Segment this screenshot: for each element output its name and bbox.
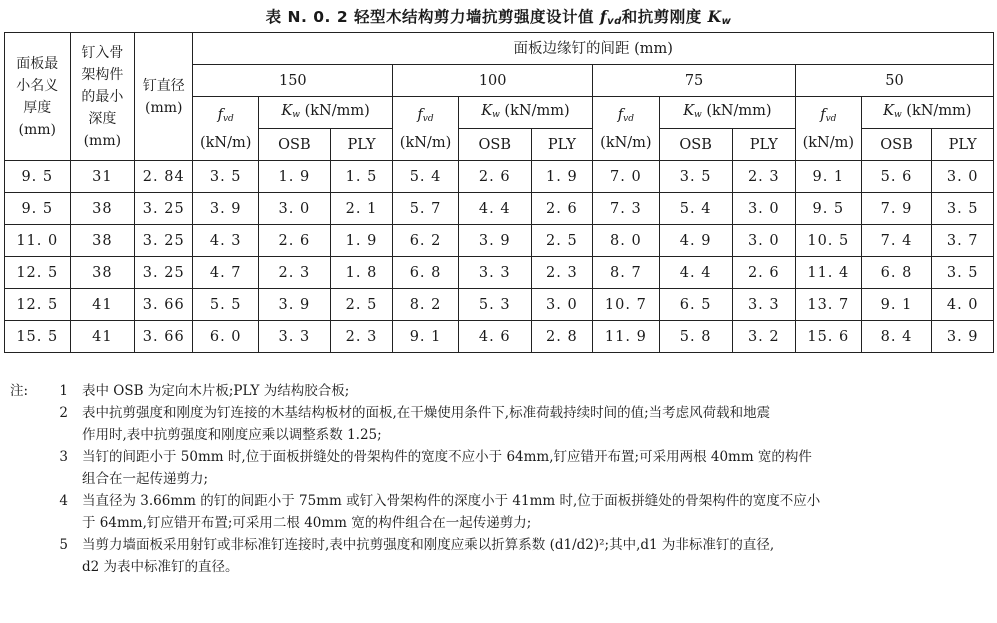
table-cell: 7. 9 xyxy=(861,193,932,225)
header-osb-3: OSB xyxy=(861,129,932,161)
table-cell: 3. 3 xyxy=(458,257,531,289)
table-cell: 7. 0 xyxy=(593,161,660,193)
note-item xyxy=(10,446,990,490)
table-cell: 2. 1 xyxy=(330,193,392,225)
shear-wall-table xyxy=(4,32,994,353)
table-cell: 4. 6 xyxy=(458,321,531,353)
note-line: 组合在一起传递剪力; xyxy=(82,471,209,487)
header-fvd-1: $f_{vd}$ (kN/m) xyxy=(393,97,459,161)
note-line: 作用时,表中抗剪强度和刚度应乘以调整系数 1.25; xyxy=(82,427,382,443)
table-cell: 5. 4 xyxy=(393,161,459,193)
header-spacing-75: 75 xyxy=(593,65,796,97)
note-text xyxy=(82,380,990,402)
table-row xyxy=(5,225,994,257)
table-cell: 3. 0 xyxy=(258,193,330,225)
table-cell: 1. 9 xyxy=(258,161,330,193)
header-fvd-0: $f_{vd}$ (kN/m) xyxy=(193,97,259,161)
note-number: 3 xyxy=(59,449,68,465)
header-osb-0: OSB xyxy=(258,129,330,161)
note-text xyxy=(82,402,990,446)
table-cell: 11. 0 xyxy=(5,225,71,257)
note-number: 1 xyxy=(59,383,68,399)
header-spacing-group: 面板边缘钉的间距 (mm) xyxy=(193,33,994,65)
table-cell: 5. 3 xyxy=(458,289,531,321)
table-cell: 3. 2 xyxy=(732,321,795,353)
note-line: 于 64mm,钉应错开布置;可采用二根 40mm 宽的构件组合在一起传递剪力; xyxy=(82,515,532,531)
header-fvd-3: $f_{vd}$ (kN/m) xyxy=(796,97,862,161)
table-cell: 11. 9 xyxy=(593,321,660,353)
header-spacing-100: 100 xyxy=(393,65,593,97)
note-line: 表中 OSB 为定向木片板;PLY 为结构胶合板; xyxy=(82,383,350,399)
title-prefix: 表 N. 0. 2 轻型木结构剪力墙抗剪强度设计值 xyxy=(265,8,600,26)
note-label xyxy=(10,402,48,446)
table-cell: 4. 3 xyxy=(193,225,259,257)
header-osb-2: OSB xyxy=(659,129,732,161)
note-label: 注: xyxy=(10,383,29,399)
table-cell: 2. 5 xyxy=(330,289,392,321)
notes-section xyxy=(10,380,990,578)
note-number: 4 xyxy=(59,493,68,509)
header-kw-0: $K_w$ (kN/mm) xyxy=(258,97,392,129)
table-cell: 6. 2 xyxy=(393,225,459,257)
header-fvd-2: $f_{vd}$ (kN/m) xyxy=(593,97,660,161)
table-cell: 7. 3 xyxy=(593,193,660,225)
table-cell: 9. 1 xyxy=(796,161,862,193)
table-cell: 3. 5 xyxy=(932,193,994,225)
table-cell: 3. 5 xyxy=(193,161,259,193)
table-cell: 3. 9 xyxy=(258,289,330,321)
table-cell: 2. 3 xyxy=(531,257,592,289)
table-cell: 3. 3 xyxy=(732,289,795,321)
table-cell: 41 xyxy=(70,321,135,353)
table-cell: 6. 8 xyxy=(861,257,932,289)
table-cell: 1. 8 xyxy=(330,257,392,289)
table-cell: 38 xyxy=(70,257,135,289)
note-line: 当剪力墙面板采用射钉或非标准钉连接时,表中抗剪强度和刚度应乘以折算系数 (d1/d2)²;其中,d1 为非标准钉的直径, xyxy=(82,537,775,553)
table-cell: 4. 4 xyxy=(659,257,732,289)
table-cell: 8. 2 xyxy=(393,289,459,321)
note-line: 表中抗剪强度和刚度为钉连接的木基结构板材的面板,在干燥使用条件下,标准荷载持续时间的值;当考虑风荷载和地震 xyxy=(82,405,771,421)
table-cell: 9. 1 xyxy=(393,321,459,353)
table-cell: 9. 5 xyxy=(5,161,71,193)
table-cell: 11. 4 xyxy=(796,257,862,289)
table-cell: 5. 5 xyxy=(193,289,259,321)
table-cell: 4. 4 xyxy=(458,193,531,225)
table-cell: 13. 7 xyxy=(796,289,862,321)
table-cell: 4. 0 xyxy=(932,289,994,321)
table-cell: 2. 6 xyxy=(531,193,592,225)
table-cell: 10. 7 xyxy=(593,289,660,321)
title-middle: 和抗剪刚度 xyxy=(621,8,708,26)
table-cell: 3. 66 xyxy=(135,289,193,321)
header-osb-1: OSB xyxy=(458,129,531,161)
table-cell: 12. 5 xyxy=(5,257,71,289)
note-number: 2 xyxy=(59,405,68,421)
table-cell: 3. 9 xyxy=(932,321,994,353)
title-fvd-sub: vd xyxy=(607,16,622,27)
table-cell: 6. 5 xyxy=(659,289,732,321)
table-cell: 3. 25 xyxy=(135,225,193,257)
note-label xyxy=(10,490,48,534)
table-cell: 2. 6 xyxy=(258,225,330,257)
note-label xyxy=(10,534,48,578)
table-row xyxy=(5,161,994,193)
table-cell: 38 xyxy=(70,225,135,257)
table-cell: 5. 7 xyxy=(393,193,459,225)
table-cell: 38 xyxy=(70,193,135,225)
table-cell: 15. 5 xyxy=(5,321,71,353)
header-spacing-150: 150 xyxy=(193,65,393,97)
table-cell: 2. 8 xyxy=(531,321,592,353)
note-item xyxy=(10,402,990,446)
note-label xyxy=(10,446,48,490)
table-cell: 15. 6 xyxy=(796,321,862,353)
header-min-thickness: 面板最 小名义 厚度 (mm) xyxy=(5,33,71,161)
table-cell: 3. 66 xyxy=(135,321,193,353)
note-line: 当直径为 3.66mm 的钉的间距小于 75mm 或钉入骨架构件的深度小于 41mm 时,位于面板拼缝处的骨架构件的宽度不应小 xyxy=(82,493,821,509)
table-cell: 6. 0 xyxy=(193,321,259,353)
note-item xyxy=(10,490,990,534)
table-cell: 12. 5 xyxy=(5,289,71,321)
table-cell: 3. 25 xyxy=(135,257,193,289)
table-cell: 1. 5 xyxy=(330,161,392,193)
table-cell: 5. 8 xyxy=(659,321,732,353)
header-ply-3: PLY xyxy=(932,129,994,161)
table-cell: 9. 1 xyxy=(861,289,932,321)
table-row xyxy=(5,321,994,353)
header-ply-1: PLY xyxy=(531,129,592,161)
table-cell: 6. 8 xyxy=(393,257,459,289)
table-cell: 5. 6 xyxy=(861,161,932,193)
table-cell: 2. 6 xyxy=(732,257,795,289)
table-cell: 8. 7 xyxy=(593,257,660,289)
table-cell: 2. 3 xyxy=(732,161,795,193)
table-cell: 3. 7 xyxy=(932,225,994,257)
header-nail-diameter: 钉直径 (mm) xyxy=(135,33,193,161)
table-cell: 8. 0 xyxy=(593,225,660,257)
table-cell: 8. 4 xyxy=(861,321,932,353)
table-cell: 3. 0 xyxy=(732,193,795,225)
table-row xyxy=(5,257,994,289)
table-cell: 3. 0 xyxy=(932,161,994,193)
table-cell: 3. 3 xyxy=(258,321,330,353)
table-cell: 3. 0 xyxy=(732,225,795,257)
table-cell: 1. 9 xyxy=(531,161,592,193)
table-cell: 7. 4 xyxy=(861,225,932,257)
header-min-depth: 钉入骨 架构件 的最小 深度 (mm) xyxy=(70,33,135,161)
note-text xyxy=(82,490,990,534)
table-cell: 9. 5 xyxy=(796,193,862,225)
table-cell: 3. 5 xyxy=(659,161,732,193)
table-cell: 4. 7 xyxy=(193,257,259,289)
table-row xyxy=(5,289,994,321)
header-spacing-50: 50 xyxy=(796,65,994,97)
header-kw-3: $K_w$ (kN/mm) xyxy=(861,97,993,129)
table-cell: 5. 4 xyxy=(659,193,732,225)
table-cell: 3. 9 xyxy=(458,225,531,257)
table-cell: 2. 3 xyxy=(330,321,392,353)
header-row-1 xyxy=(5,33,994,65)
table-title xyxy=(0,4,997,30)
title-fvd-symbol: f xyxy=(599,7,608,26)
title-kw-symbol: K xyxy=(707,7,722,26)
table-cell: 3. 0 xyxy=(531,289,592,321)
table-cell: 31 xyxy=(70,161,135,193)
table-cell: 3. 9 xyxy=(193,193,259,225)
note-number: 5 xyxy=(59,537,68,553)
table-cell: 41 xyxy=(70,289,135,321)
header-kw-2: $K_w$ (kN/mm) xyxy=(659,97,795,129)
header-ply-2: PLY xyxy=(732,129,795,161)
note-item xyxy=(10,380,990,402)
table-cell: 3. 25 xyxy=(135,193,193,225)
header-ply-0: PLY xyxy=(330,129,392,161)
note-line: 当钉的间距小于 50mm 时,位于面板拼缝处的骨架构件的宽度不应小于 64mm,钉应错开布置;可采用两根 40mm 宽的构件 xyxy=(82,449,812,465)
note-text xyxy=(82,446,990,490)
title-kw-sub: w xyxy=(721,16,732,27)
table-cell: 10. 5 xyxy=(796,225,862,257)
note-item xyxy=(10,534,990,578)
table-cell: 1. 9 xyxy=(330,225,392,257)
table-cell: 9. 5 xyxy=(5,193,71,225)
note-line: d2 为表中标准钉的直径。 xyxy=(82,559,239,575)
table-cell: 2. 5 xyxy=(531,225,592,257)
header-kw-1: $K_w$ (kN/mm) xyxy=(458,97,592,129)
table-cell: 3. 5 xyxy=(932,257,994,289)
note-text xyxy=(82,534,990,578)
table-cell: 2. 84 xyxy=(135,161,193,193)
table-cell: 2. 3 xyxy=(258,257,330,289)
table-cell: 4. 9 xyxy=(659,225,732,257)
table-row xyxy=(5,193,994,225)
table-cell: 2. 6 xyxy=(458,161,531,193)
